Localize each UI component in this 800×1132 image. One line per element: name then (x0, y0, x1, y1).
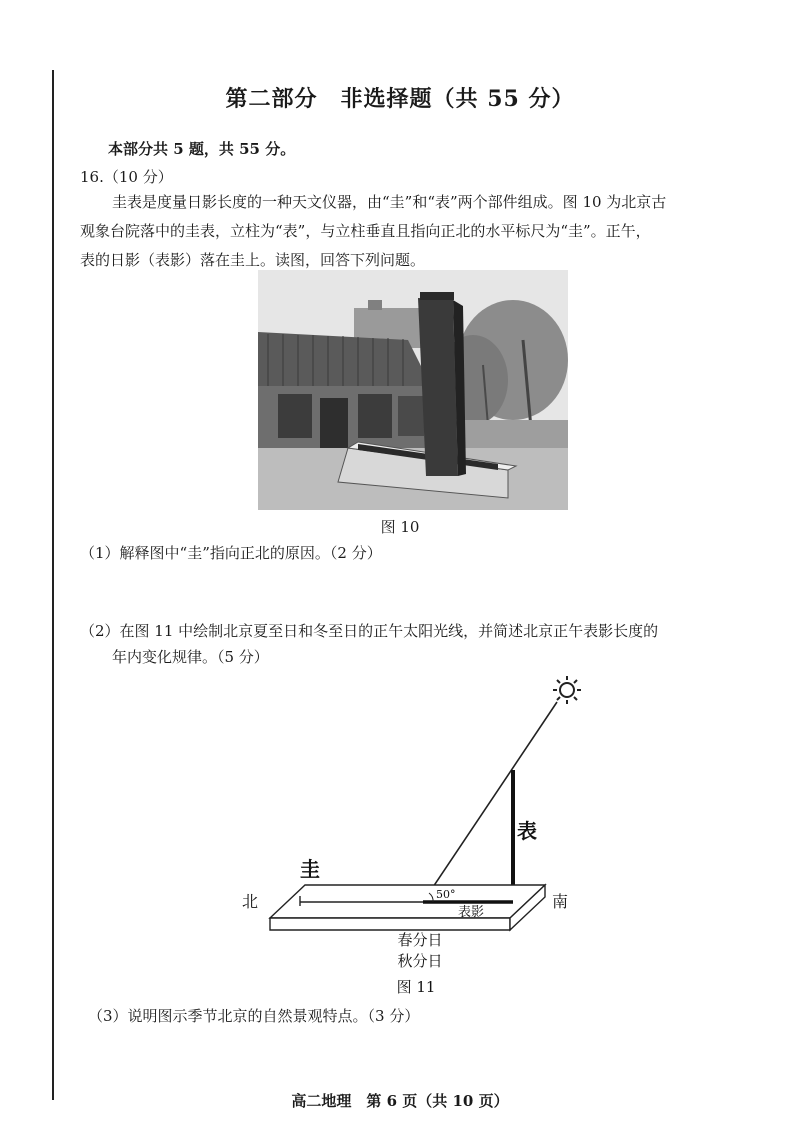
figure11-diagram (0, 660, 800, 1000)
season-label-spring: 春分日 (397, 931, 443, 949)
figure11-caption: 图 11 (396, 978, 436, 996)
gui-board (270, 885, 545, 930)
season-label-autumn: 秋分日 (397, 952, 443, 970)
sub-question-2-line2: 年内变化规律。（5 分） (112, 648, 269, 666)
shadow-label: 表影 (458, 905, 485, 920)
paragraph-line: 表的日影（表影）落在圭上。读图，回答下列问题。 (80, 251, 426, 269)
sunlight-ray (423, 702, 557, 902)
figure10-caption: 图 10 (380, 518, 420, 536)
question-number: 16.（10 分） (80, 168, 173, 186)
label-south: 南 (552, 892, 569, 911)
label-gui: 圭 (300, 857, 320, 881)
page-footer: 高二地理 第 6 页（共 10 页） (291, 1092, 509, 1110)
angle-label: 50° (436, 888, 456, 901)
label-north: 北 (242, 892, 259, 911)
gnomon-photo-image (258, 270, 568, 510)
sub-question-1: （1）解释图中“圭”指向正北的原因。（2 分） (80, 544, 382, 562)
sun-icon (553, 676, 581, 704)
sub-question-3: （3）说明图示季节北京的自然景观特点。（3 分） (88, 1007, 420, 1025)
paragraph-line: 观象台院落中的圭表，立柱为“表”，与立柱垂直且指向正北的水平标尺为“圭”。正午， (80, 222, 651, 240)
paragraph-line: 圭表是度量日影长度的一种天文仪器，由“圭”和“表”两个部件组成。图 10 为北京古 (112, 193, 667, 211)
sub-question-2-line1: （2）在图 11 中绘制北京夏至日和冬至日的正午太阳光线，并简述北京正午表影长度的 (80, 622, 659, 640)
section-intro: 本部分共 5 题，共 55 分。 (108, 140, 296, 158)
section-title: 第二部分 非选择题（共 55 分） (225, 86, 575, 112)
question-paragraph (80, 188, 760, 275)
label-biao: 表 (517, 819, 537, 843)
figure10-photo (258, 270, 568, 510)
